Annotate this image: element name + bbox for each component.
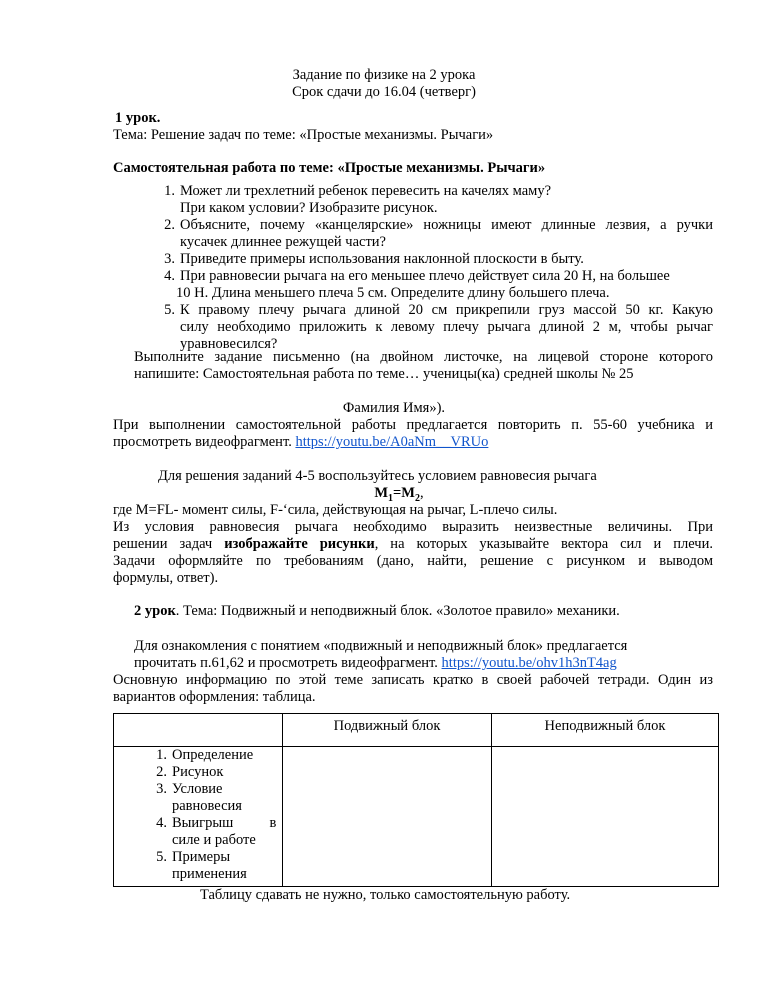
table-row-item: 3. Условие равновесия — [156, 781, 242, 814]
repeat-text: просмотреть видеофрагмент. — [113, 434, 292, 450]
question-item: 4. При равновесии рычага на его меньшее плечо действует сила 20 Н, на большее 10 Н. Длина меньшего плеча 5 см. Определите длину большего плеча. — [164, 268, 670, 301]
work-title: Самостоятельная работа по теме: «Простые механизмы. Рычаги» — [113, 160, 546, 176]
question-item: 1. Может ли трехлетний ребенок перевесить на качелях маму? При каком условии? Изобразите рисунок. — [164, 183, 552, 216]
table-cell-fixed — [492, 747, 719, 887]
lesson2-heading-line: 2 урок. Тема: Подвижный и неподвижный блок. «Золотое правило» механики. — [134, 603, 620, 619]
table-row-item: 5. Примеры применения — [156, 849, 247, 882]
lesson1-heading: 1 урок. — [115, 110, 161, 126]
table-header-movable: Подвижный блок — [283, 714, 492, 747]
condition-text: формулы, ответ). — [113, 570, 219, 586]
lesson2-intro: Для ознакомления с понятием «подвижный и неподвижный блок» предлагается — [134, 638, 628, 654]
deadline: Срок сдачи до 16.04 (четверг) — [292, 84, 476, 100]
questions-list — [164, 183, 713, 353]
instruction-text: напишите: Самостоятельная работа по теме… ученицы(ка) средней школы № 25 — [134, 366, 634, 382]
table-header-empty — [114, 714, 283, 747]
condition-text: Из условия равновесия рычага необходимо выразить неизвестные величины. При — [113, 519, 713, 535]
doc-title: Задание по физике на 2 урока — [292, 67, 476, 83]
instruction-text: Выполните задание письменно (на двойном листочке, на лицевой стороне которого — [134, 349, 713, 365]
question-item: 3. Приведите примеры использования наклонной плоскости в быту. — [164, 251, 584, 267]
video-link-1[interactable]: https://youtu.be/A0aNm__VRUo — [295, 434, 489, 450]
condition-text: Задачи оформляйте по требованиям (дано, найти, решение с рисунком и выводом — [113, 553, 713, 569]
table-row-item: 2. Рисунок — [156, 764, 224, 780]
question-item: 5. К правому плечу рычага длиной 20 см прикрепили груз массой 50 кг. Какую силу необходимо приложить к левому плечу рычага длиной 2 м, чтобы рычаг уравновесился? — [164, 302, 713, 352]
table-header-fixed: Неподвижный блок — [492, 714, 719, 747]
table-row-item: 1. Определение — [156, 747, 254, 763]
condition-text: решении задач изображайте рисунки, на которых указывайте вектора сил и плечи. — [113, 536, 713, 552]
table-cell-movable — [283, 747, 492, 887]
lesson1-topic: Тема: Решение задач по теме: «Простые механизмы. Рычаги» — [113, 127, 494, 143]
table-row-labels — [114, 747, 283, 887]
repeat-text: При выполнении самостоятельной работы предлагается повторить п. 55-60 учебника и — [113, 417, 713, 433]
notes-text: вариантов оформления: таблица. — [113, 689, 316, 705]
instruction-signature: Фамилия Имя»). — [342, 400, 446, 416]
footer-note: Таблицу сдавать не нужно, только самостоятельную работу. — [200, 887, 571, 903]
where-text: где M=FL- момент силы, F-‘сила, действующая на рычаг, L-плечо силы. — [113, 502, 558, 518]
lever-formula: $M_1=M_2$, — [374, 485, 424, 504]
video-link-2[interactable]: https://youtu.be/ohv1h3nT4ag — [441, 655, 617, 671]
table-row-item: 4. Выигрыш в силе и работе — [156, 815, 277, 848]
blocks-table — [113, 713, 719, 887]
question-item: 2. Объясните, почему «канцелярские» ножницы имеют длинные лезвия, а ручки кусачек длиннее режущей части? — [164, 217, 713, 250]
notes-text: Основную информацию по этой теме записать кратко в своей рабочей тетради. Один из — [113, 672, 713, 688]
hint-text: Для решения заданий 4-5 воспользуйтесь условием равновесия рычага — [158, 468, 597, 484]
lesson2-intro: прочитать п.61,62 и просмотреть видеофрагмент. — [134, 655, 438, 671]
